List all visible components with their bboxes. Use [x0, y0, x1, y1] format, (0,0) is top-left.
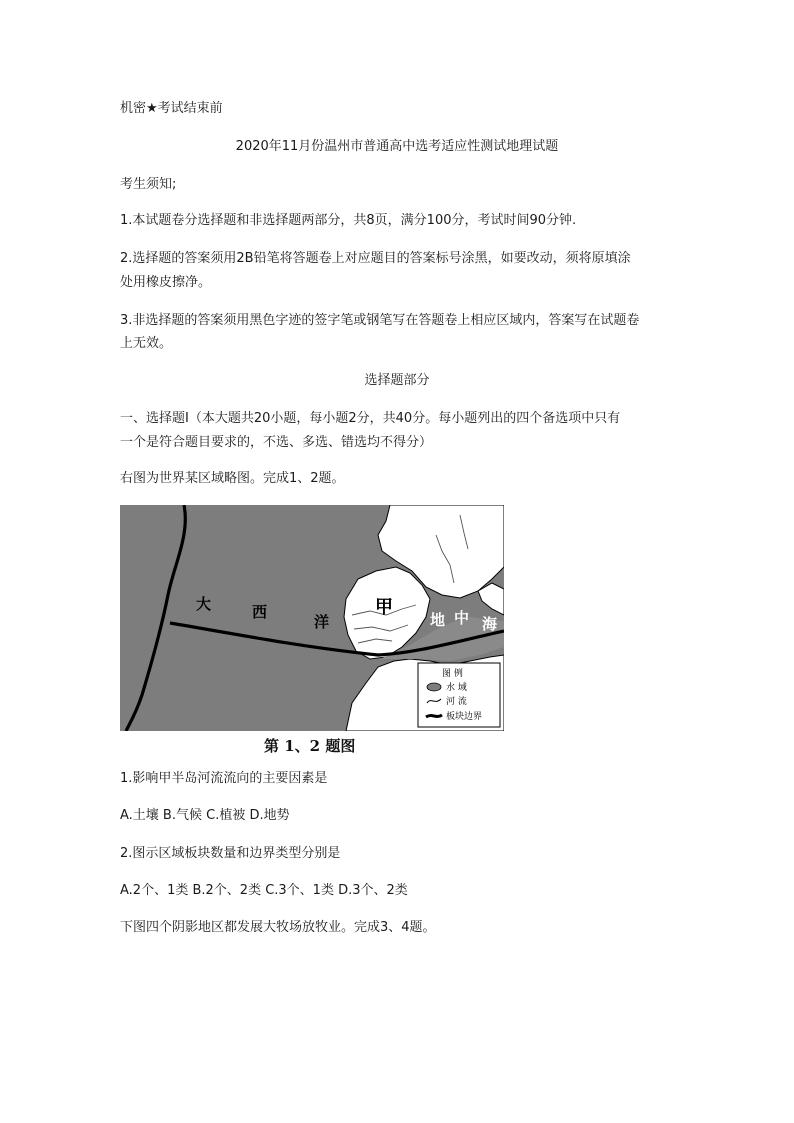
legend-river: 河 流 [446, 697, 467, 707]
map-label-jia: 甲 [375, 597, 393, 618]
notice-heading: 考生须知; [120, 177, 177, 192]
notice-item-3-line-1: 3.非选择题的答案须用黑色字迹的签字笔或钢笔写在答题卷上相应区域内，答案写在试题卷 [120, 313, 640, 328]
map-label-di: 地 [430, 611, 446, 629]
question-intro-1-2: 右图为世界某区域略图。完成1、2题。 [120, 471, 345, 486]
map-label-zhong: 中 [454, 609, 470, 627]
section-title: 选择题部分 [364, 373, 430, 388]
map-label-hai: 海 [482, 615, 498, 633]
map-label-xi: 西 [252, 603, 268, 621]
notice-item-1: 1.本试题卷分选择题和非选择题两部分，共8页，满分100分，考试时间90分钟. [120, 213, 577, 228]
notice-item-2-line-1: 2.选择题的答案须用2B铅笔将答题卷上对应题目的答案标号涂黑，如要改动，须将原填涂 [120, 251, 631, 266]
notice-item-2-line-2: 处用橡皮擦净。 [120, 275, 212, 290]
question-intro-3-4: 下图四个阴影地区都发展大牧场放牧业。完成3、4题。 [120, 920, 436, 935]
confidential-mark: 机密★考试结束前 [120, 101, 223, 116]
legend-water: 水 域 [446, 683, 467, 693]
part1-instructions-line-2: 一个是符合题目要求的，不选、多选、错选均不得分） [120, 435, 433, 450]
region-map [120, 505, 504, 731]
map-label-yang: 洋 [314, 613, 330, 631]
question-1: 1.影响甲半岛河流流向的主要因素是 [120, 771, 328, 786]
map-label-da: 大 [196, 595, 212, 613]
question-1-options: A.土壤 B.气候 C.植被 D.地势 [120, 808, 290, 823]
exam-title: 2020年11月份温州市普通高中选考适应性测试地理试题 [235, 139, 559, 154]
map-caption: 第 1、2 题图 [264, 737, 356, 755]
legend-boundary-symbol [426, 715, 442, 717]
legend-title: 图 例 [442, 669, 463, 679]
question-2-options: A.2个、1类 B.2个、2类 C.3个、1类 D.3个、2类 [120, 883, 408, 898]
part1-instructions-line-1: 一、选择题Ⅰ（本大题共20小题，每小题2分，共40分。每小题列出的四个备选项中只有 [120, 411, 621, 426]
map-legend [418, 663, 500, 727]
legend-boundary: 板块边界 [446, 712, 483, 722]
question-2: 2.图示区域板块数量和边界类型分别是 [120, 846, 341, 861]
legend-water-symbol [427, 683, 441, 691]
notice-item-3-line-2: 上无效。 [120, 336, 173, 351]
